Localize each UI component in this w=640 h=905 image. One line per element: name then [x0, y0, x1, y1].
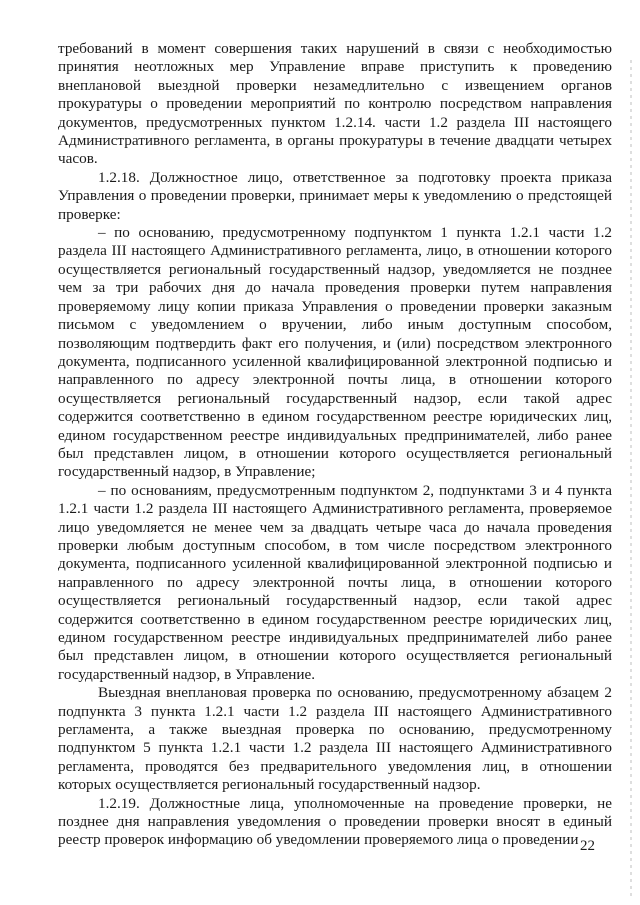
paragraph-1-2-19: 1.2.19. Должностные лица, уполномоченные на проведение проверки, не позднее дня направления уведомления о проведении проверки вносят в единый реестр проверок информацию об уведомлении проверяемого лица о проведении	[58, 794, 612, 849]
page-number: 22	[580, 838, 595, 854]
scan-margin-artifact	[630, 60, 632, 900]
paragraph-list-item-1: – по основанию, предусмотренному подпунктом 1 пункта 1.2.1 части 1.2 раздела III настоящего Административного регламента, лицо, в отношении которого осуществляется региональный государственный надзор, уведомляется не позднее чем за три рабочих дня до начала проведения проверки путем направления проверяемому лицу копии приказа Управления о проведении проверки заказным письмом с уведомлением о вручении, либо иным доступным способом, позволяющим подтвердить факт его получения, и (или) посредством электронного документа, подписанного усиленной квалифицированной электронной подписью и направленного по адресу электронной почты лица, в отношении которого осуществляется региональный государственный надзор, если такой адрес содержится соответственно в едином государственном реестре юридических лиц, едином государственном реестре индивидуальных предпринимателей, либо ранее был представлен лицом, в отношении которого осуществляется региональный государственный надзор, в Управление;	[58, 224, 612, 481]
paragraph-list-item-2: – по основаниям, предусмотренным подпунктом 2, подпунктами 3 и 4 пункта 1.2.1 части 1.2 раздела III настоящего Административного регламента, проверяемое лицо уведомляется не менее чем за двадцать четыре часа до начала проведения проверки любым доступным способом, в том числе посредством электронного документа, подписанного усиленной квалифицированной электронной подписью и направленного по адресу электронной почты лица, в отношении которого осуществляется региональный государственный надзор, если такой адрес содержится соответственно в едином государственном реестре юридических лиц, едином государственном реестре индивидуальных предпринимателей либо ранее был представлен лицом, в отношении которого осуществляется региональный государственный надзор, в Управление.	[58, 481, 612, 683]
paragraph-unannounced-inspection: Выездная внеплановая проверка по основанию, предусмотренному абзацем 2 подпункта 3 пункта 1.2.1 части 1.2 раздела III настоящего Административного регламента, а также выездная проверка по основанию, предусмотренному подпунктом 5 пункта 1.2.1 части 1.2 раздела III настоящего Административного регламента, проводятся без предварительного уведомления лиц, в отношении которых осуществляется региональный государственный надзор.	[58, 684, 612, 794]
paragraph-1: требований в момент совершения таких нарушений в связи с необходимостью принятия неотложных мер Управление вправе приступить к проведению внеплановой выездной проверки незамедлительно с извещением органов прокуратуры о проведении мероприятий по контролю посредством направления документов, предусмотренных пунктом 1.2.14. части 1.2 раздела III настоящего Административного регламента, в органы прокуратуры в течение двадцати четырех часов.	[58, 40, 612, 168]
document-body	[58, 40, 612, 850]
paragraph-1-2-18: 1.2.18. Должностное лицо, ответственное за подготовку проекта приказа Управления о проведении проверки, принимает меры к уведомлению о предстоящей проверке:	[58, 168, 612, 223]
